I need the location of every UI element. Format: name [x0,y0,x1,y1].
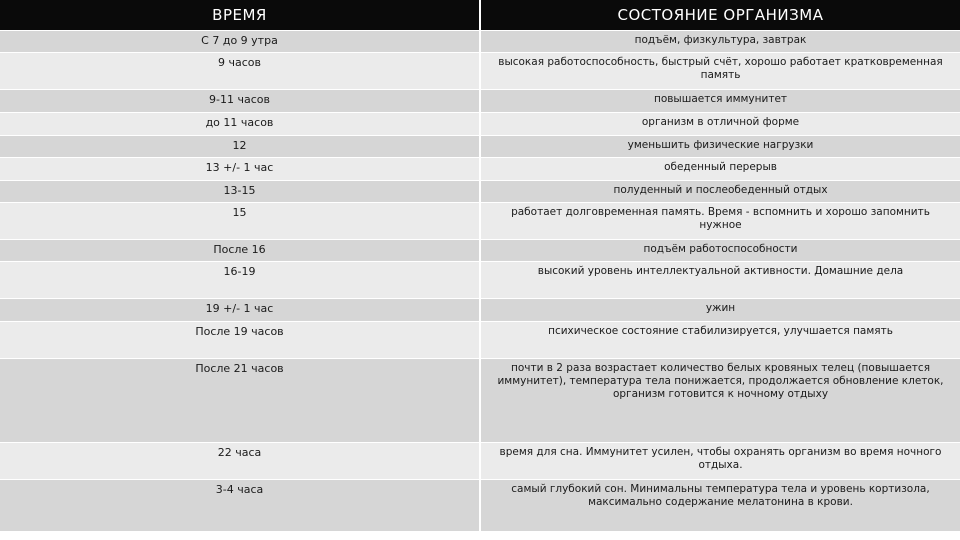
time-cell: 13 +/- 1 час [0,158,480,181]
table-row [0,299,960,322]
state-cell: психическое состояние стабилизируется, улучшается память [480,322,960,359]
table-row [0,181,960,203]
state-cell: работает долговременная память. Время - вспомнить и хорошо запомнить нужное [480,203,960,240]
state-cell: ужин [480,299,960,322]
state-cell: организм в отличной форме [480,113,960,136]
state-cell: подъём, физкультура, завтрак [480,31,960,53]
header-time: ВРЕМЯ [0,0,480,31]
state-cell: полуденный и послеобеденный отдых [480,181,960,203]
time-cell: до 11 часов [0,113,480,136]
time-cell: 3-4 часа [0,480,480,531]
table-row [0,203,960,240]
time-cell: После 21 часов [0,359,480,443]
header-row [0,0,960,31]
state-cell: подъём работоспособности [480,240,960,262]
table-row [0,113,960,136]
state-cell: почти в 2 раза возрастает количество белых кровяных телец (повышается иммунитет), температура тела понижается, продолжается обновление клеток, организм готовится к ночному отдыху [480,359,960,443]
state-cell: обеденный перерыв [480,158,960,181]
table-row [0,53,960,90]
state-cell: самый глубокий сон. Минимальны температура тела и уровень кортизола, максимально содержание мелатонина в крови. [480,480,960,531]
table-row [0,90,960,113]
time-cell: 13-15 [0,181,480,203]
table-row [0,480,960,531]
time-cell: 12 [0,136,480,158]
time-cell: После 16 [0,240,480,262]
table-row [0,322,960,359]
table-row [0,240,960,262]
table-row [0,136,960,158]
table-row [0,359,960,443]
time-cell: 22 часа [0,443,480,480]
table-row [0,158,960,181]
state-cell: уменьшить физические нагрузки [480,136,960,158]
table-row [0,31,960,53]
time-cell: 9 часов [0,53,480,90]
state-cell: повышается иммунитет [480,90,960,113]
time-cell: 19 +/- 1 час [0,299,480,322]
state-cell: время для сна. Иммунитет усилен, чтобы охранять организм во время ночного отдыха. [480,443,960,480]
time-cell: 9-11 часов [0,90,480,113]
time-cell: 15 [0,203,480,240]
table-row [0,443,960,480]
time-cell: После 19 часов [0,322,480,359]
table-row [0,262,960,299]
time-cell: С 7 до 9 утра [0,31,480,53]
state-cell: высокая работоспособность, быстрый счёт, хорошо работает кратковременная память [480,53,960,90]
state-cell: высокий уровень интеллектуальной активности. Домашние дела [480,262,960,299]
time-cell: 16-19 [0,262,480,299]
header-state: СОСТОЯНИЕ ОРГАНИЗМА [480,0,960,31]
